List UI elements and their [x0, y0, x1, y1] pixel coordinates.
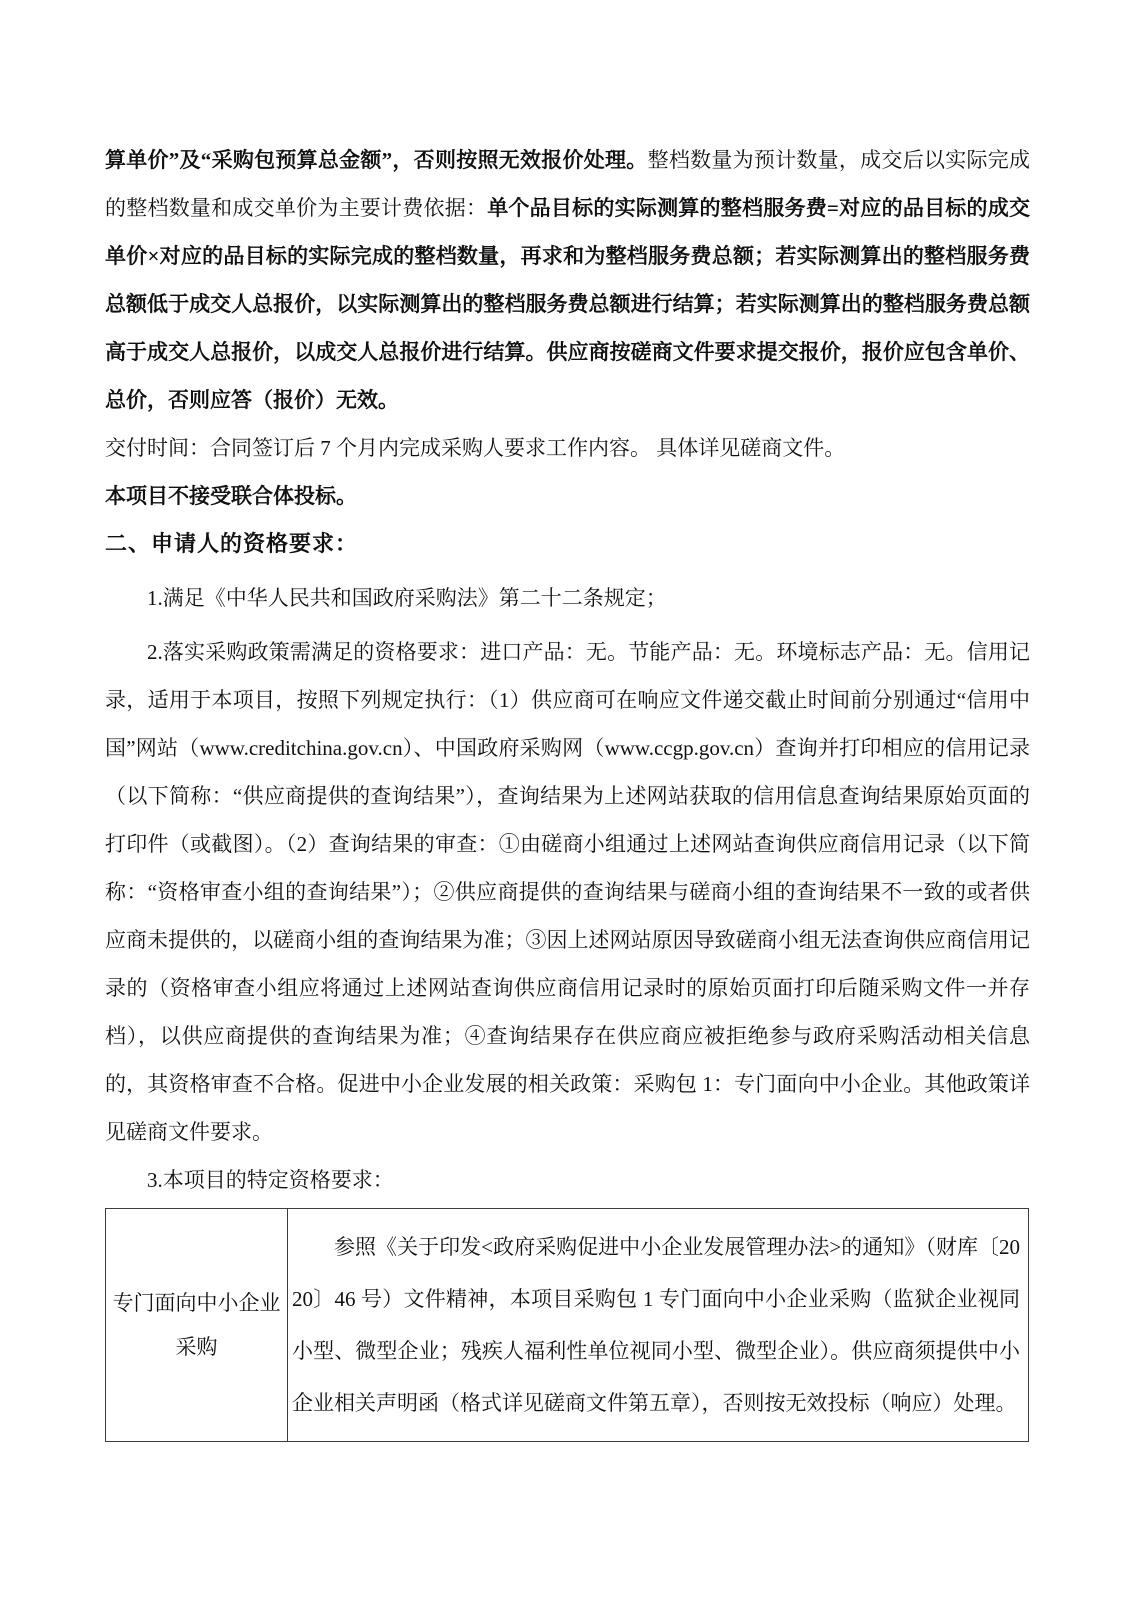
qualification-item-1: 1.满足《中华人民共和国政府采购法》第二十二条规定；	[147, 586, 667, 610]
qualification-item-2: 2.落实采购政策需满足的资格要求：进口产品：无。节能产品：无。环境标志产品：无。信用记录，适用于本项目，按照下列规定执行：（1）供应商可在响应文件递交截止时间前分别通过“信用中国”网站（www.creditchina.gov.cn）、中国政府采购网（www.ccgp.gov.cn）查询并打印相应的信用记录（以下简称：“供应商提供的查询结果”），查询结果为上述网站获取的信用信息查询结果原始页面的打印件（或截图）。（2）查询结果的审查：①由磋商小组通过上述网站查询供应商信用记录（以下简称：“资格审查小组的查询结果”）；②供应商提供的查询结果与磋商小组的查询结果不一致的或者供应商未提供的，以磋商小组的查询结果为准；③因上述网站原因导致磋商小组无法查询供应商信用记录的（资格审查小组应将通过上述网站查询供应商信用记录时的原始页面打印后随采购文件一并存档），以供应商提供的查询结果为准；④查询结果存在供应商应被拒绝参与政府采购活动相关信息的，其资格审查不合格。促进中小企业发展的相关政策：采购包 1：专门面向中小企业。其他政策详见磋商文件要求。	[105, 640, 1030, 1144]
paragraph-text-segment: 整档数量为预计数量，成交后以实际完成的整档数量和成交单价为主要计费依据：	[105, 148, 1031, 220]
no-consortium-line: 本项目不接受联合体投标。	[105, 484, 357, 508]
qualification-table-row	[106, 1209, 1029, 1442]
section-heading-applicant-qualifications: 二、申请人的资格要求：	[105, 531, 359, 556]
paragraph-pricing-rules	[105, 136, 1030, 424]
paragraph-text-segment: 算单价”及“采购包预算总金额”，否则按照无效报价处理。	[105, 148, 648, 172]
table-cell-requirement-content: 参照《关于印发<政府采购促进中小企业发展管理办法>的通知》（财库〔2020〕46 号）文件精神，本项目采购包 1 专门面向中小企业采购（监狱企业视同小型、微型企业；残疾人福利性单位视同小型、微型企业）。供应商须提供中小企业相关声明函（格式详见磋商文件第五章），否则按无效投标（响应）处理。	[288, 1209, 1029, 1442]
paragraph-text-segment: 单个品目标的实际测算的整档服务费=对应的品目标的成交单价×对应的品目标的实际完成的整档数量，再求和为整档服务费总额；若实际测算出的整档服务费总额低于成交人总报价，以实际测算出的整档服务费总额进行结算；若实际测算出的整档服务费总额高于成交人总报价，以成交人总报价进行结算。供应商按磋商文件要求提交报价，报价应包含单价、总价，否则应答（报价）无效。	[105, 196, 1030, 412]
delivery-time-line: 交付时间：合同签订后 7 个月内完成采购人要求工作内容。 具体详见磋商文件。	[105, 436, 846, 460]
qualification-item-3: 3.本项目的特定资格要求：	[147, 1168, 394, 1192]
table-cell-requirement-label: 专门面向中小企业采购	[106, 1209, 288, 1442]
specific-qualification-table	[105, 1208, 1029, 1442]
